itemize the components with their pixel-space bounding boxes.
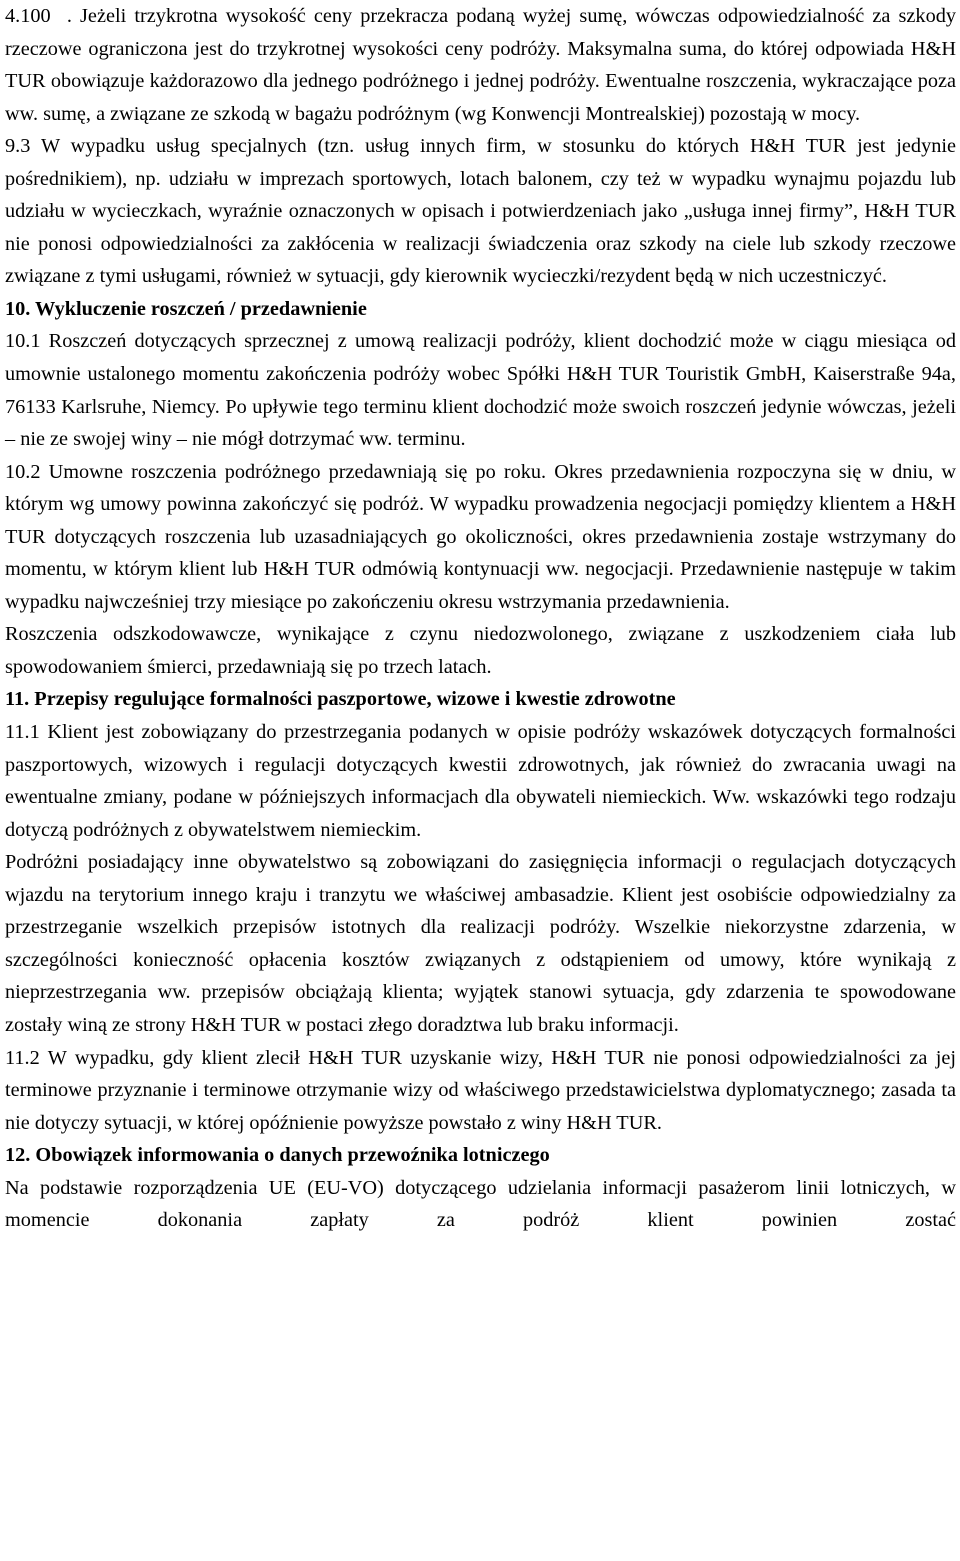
paragraph-11-1-continued: Podróżni posiadający inne obywatelstwo są zobowiązani do zasięgnięcia informacji o regulacjach dotyczących wjazdu na terytorium innego kraju i tranzytu we właściwej ambasadzie. Klient jest osobiście odpowiedzialny za przestrzeganie wszelkich przepisów istotnych dla realizacji podróży. Wszelkie niekorzystne zdarzenia, w szczególności konieczność opłacenia kosztów związanych z odstąpieniem od umowy, które wynikają z nieprzestrzegania ww. przepisów obciążają klienta; wyjątek stanowi sytuacja, gdy zdarzenia te spowodowane zostały winą ze strony H&H TUR w postaci złego doradztwa lub braku informacji. xyxy=(5,851,956,1036)
section-heading-11: 11. Przepisy regulujące formalności paszportowe, wizowe i kwestie zdrowotne xyxy=(5,688,676,711)
paragraph-4-100: 4.100 . Jeżeli trzykrotna wysokość ceny przekracza podaną wyżej sumę, wówczas odpowiedzialność za szkody rzeczowe ograniczona jest do trzykrotnej wysokości ceny podróży. Maksymalna suma, do której odpowiada H&H TUR obowiązuje każdorazowo dla jednego podróżnego i jednej podróży. Ewentualne roszczenia, wykraczające poza ww. sumę, a związane ze szkodą w bagażu podróżnym (wg Konwencji Montrealskiej) pozostają w mocy. xyxy=(5,5,956,125)
paragraph-11-1: 11.1 Klient jest zobowiązany do przestrzegania podanych w opisie podróży wskazówek dotyczących formalności paszportowych, wizowych i regulacji dotyczących kwestii zdrowotnych, jak również do zwracania uwagi na ewentualne zmiany, podane w późniejszych informacjach dla obywateli niemieckich. Ww. wskazówki tego rodzaju dotyczą podróżnych z obywatelstwem niemieckim. xyxy=(5,721,956,841)
paragraph-10-2-continued: Roszczenia odszkodowawcze, wynikające z czynu niedozwolonego, związane z uszkodzeniem ciała lub spowodowaniem śmierci, przedawniają się po trzech latach. xyxy=(5,623,956,678)
paragraph-12: Na podstawie rozporządzenia UE (EU-VO) dotyczącego udzielania informacji pasażerom linii lotniczych, w momencie dokonania zapłaty za podróż klient powinien zostać xyxy=(5,1176,956,1232)
paragraph-11-2: 11.2 W wypadku, gdy klient zlecił H&H TUR uzyskanie wizy, H&H TUR nie ponosi odpowiedzialności za jej terminowe przyznanie i terminowe otrzymanie wizy od właściwego przedstawicielstwa dyplomatycznego; zasada ta nie dotyczy sytuacji, w której opóźnienie powyższe powstało z winy H&H TUR. xyxy=(5,1046,956,1134)
paragraph-9-3: 9.3 W wypadku usług specjalnych (tzn. usług innych firm, w stosunku do których H&H TUR jest jedynie pośrednikiem), np. udziału w imprezach sportowych, lotach balonem, czy też w wypadku wynajmu pojazdu lub udziału w wycieczkach, wyraźnie oznaczonych w opisach i potwierdzeniach jako „usługa innej firmy”, H&H TUR nie ponosi odpowiedzialności za zakłócenia w realizacji świadczenia oraz szkody na ciele lub szkody rzeczowe związane z tymi usługami, również w sytuacji, gdy kierownik wycieczki/rezydent będą w nich uczestniczyć. xyxy=(5,135,956,288)
paragraph-10-2: 10.2 Umowne roszczenia podróżnego przedawniają się po roku. Okres przedawnienia rozpoczyna się w dniu, w którym wg umowy powinna zakończyć się podróż. W wypadku prowadzenia negocjacji pomiędzy klientem a H&H TUR dotyczących roszczenia lub uzasadniających go okoliczności, okres przedawnienia zostaje wstrzymany do momentu, w którym klient lub H&H TUR odmówią kontynuacji ww. negocjacji. Przedawnienie następuje w takim wypadku najwcześniej trzy miesiące po zakończeniu okresu wstrzymania przedawnienia. xyxy=(5,460,956,613)
section-heading-10: 10. Wykluczenie roszczeń / przedawnienie xyxy=(5,297,367,320)
section-heading-12: 12. Obowiązek informowania o danych przewoźnika lotniczego xyxy=(5,1144,550,1167)
paragraph-10-1: 10.1 Roszczeń dotyczących sprzecznej z umową realizacji podróży, klient dochodzić może w ciągu miesiąca od umownie ustalonego momentu zakończenia podróży wobec Spółki H&H TUR Touristik GmbH, Kaiserstraße 94a, 76133 Karlsruhe, Niemcy. Po upływie tego terminu klient dochodzić może swoich roszczeń jedynie wówczas, jeżeli – nie ze swojej winy – nie mógł dotrzymać ww. terminu. xyxy=(5,330,956,451)
